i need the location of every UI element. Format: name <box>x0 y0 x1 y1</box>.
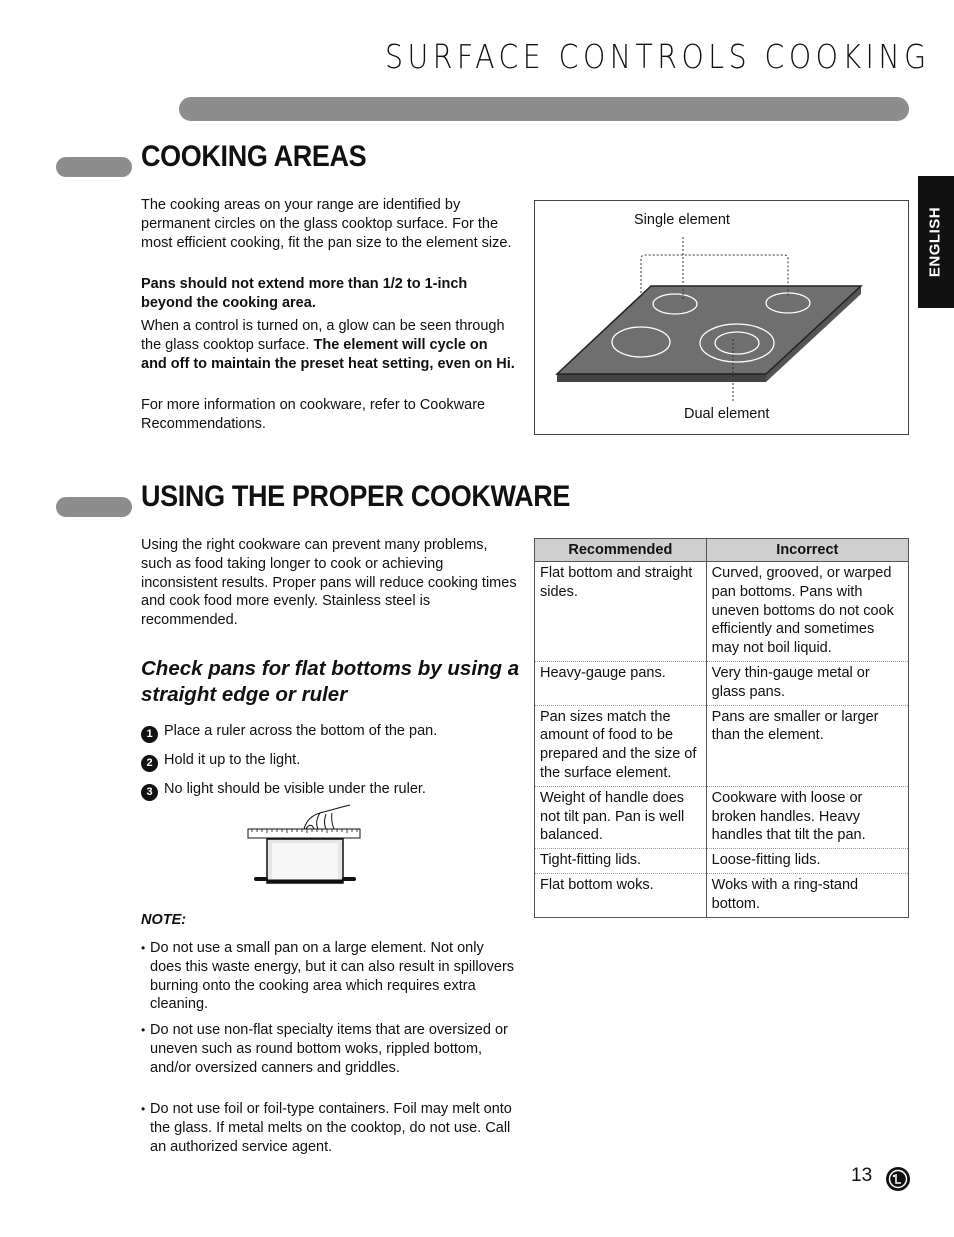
recommended-cell: Weight of handle does not tilt pan. Pan is well balanced. <box>535 786 707 848</box>
note-label: NOTE: <box>141 912 187 928</box>
step-number: 1 <box>141 726 158 743</box>
cooking-areas-more-info: For more information on cookware, refer to Cookware Recommendations. <box>141 397 486 432</box>
language-tab <box>918 176 954 308</box>
note-item: • Do not use a small pan on a large element. Not only does this waste energy, but it can also result in spillovers burning onto the cooking area which requires extra cleaning. <box>141 939 517 1014</box>
recommended-cell: Tight-fitting lids. <box>535 849 707 874</box>
table-row <box>535 661 909 705</box>
recommended-cell: Flat bottom woks. <box>535 873 707 917</box>
step-2 <box>141 751 300 772</box>
proper-cookware-intro: Using the right cookware can prevent many problems, such as food taking longer to cook or achieving inconsistent results. Proper pans will reduce cooking times and cook food more evenly. Stainless steel is recommended. <box>141 537 517 629</box>
incorrect-cell: Cookware with loose or broken handles. Heavy handles that tilt the pan. <box>706 786 908 848</box>
cookware-table <box>534 538 909 918</box>
step-3 <box>141 780 426 801</box>
column-header-incorrect: Incorrect <box>706 539 908 562</box>
note-item: • Do not use non-flat specialty items that are oversized or uneven such as round bottom woks, rippled bottom, and/or oversized canners and griddles. <box>141 1021 517 1077</box>
incorrect-cell: Woks with a ring-stand bottom. <box>706 873 908 917</box>
flat-bottom-subheading: Check pans for flat bottoms by using a straight edge or ruler <box>141 657 520 706</box>
table-row <box>535 705 909 786</box>
column-header-recommended: Recommended <box>535 539 707 562</box>
step-1 <box>141 722 437 743</box>
title-bar <box>179 97 909 121</box>
incorrect-cell: Curved, grooved, or warped pan bottoms. Pans with uneven bottoms do not cook efficiently and sometimes may not boil liquid. <box>706 562 908 662</box>
cooking-areas-warning: Pans should not extend more than 1/2 to 1-inch beyond the cooking area. <box>141 276 468 311</box>
step-text: No light should be visible under the ruler. <box>164 781 426 797</box>
glow-text: When a control is turned on, a glow can be seen through the glass cooktop surface. <box>141 318 505 353</box>
cooking-areas-glow-note <box>141 317 517 373</box>
step-number: 3 <box>141 784 158 801</box>
table-row <box>535 849 909 874</box>
single-element-label: Single element <box>634 212 730 228</box>
incorrect-cell: Loose-fitting lids. <box>706 849 908 874</box>
page-title: SURFACE CONTROLS COOKING <box>385 37 931 76</box>
cooking-areas-intro: The cooking areas on your range are identified by permanent circles on the glass cooktop surface. For the most efficient cooking, fit the pan size to the element size. <box>141 197 512 251</box>
page-number: 13 <box>851 1165 873 1186</box>
cooking-areas-heading: COOKING AREAS <box>141 140 367 173</box>
cooktop-figure <box>534 200 909 435</box>
cycle-text: The element will cycle on and off to maintain the preset heat setting, even on Hi. <box>141 336 515 372</box>
table-row <box>535 873 909 917</box>
recommended-cell: Heavy-gauge pans. <box>535 661 707 705</box>
section-marker <box>56 157 132 177</box>
step-text: Hold it up to the light. <box>164 752 301 768</box>
table-header-row <box>535 539 909 562</box>
incorrect-cell: Pans are smaller or larger than the element. <box>706 705 908 786</box>
proper-cookware-heading: USING THE PROPER COOKWARE <box>141 480 571 513</box>
language-tab-label: ENGLISH <box>926 206 944 278</box>
note-item: • Do not use foil or foil-type containers. Foil may melt onto the glass. If metal melts on the cooktop, do not use. Call an authorized service agent. <box>141 1100 517 1156</box>
pan-ruler-illustration <box>246 803 364 891</box>
incorrect-cell: Very thin-gauge metal or glass pans. <box>706 661 908 705</box>
step-text: Place a ruler across the bottom of the pan. <box>164 723 438 739</box>
dual-element-label: Dual element <box>684 406 770 422</box>
table-row <box>535 786 909 848</box>
recommended-cell: Pan sizes match the amount of food to be prepared and the size of the surface element. <box>535 705 707 786</box>
cooktop-illustration <box>535 201 908 434</box>
recommended-cell: Flat bottom and straight sides. <box>535 562 707 662</box>
section-marker <box>56 497 132 517</box>
table-row <box>535 562 909 662</box>
step-number: 2 <box>141 755 158 772</box>
lg-logo-icon <box>885 1166 911 1192</box>
